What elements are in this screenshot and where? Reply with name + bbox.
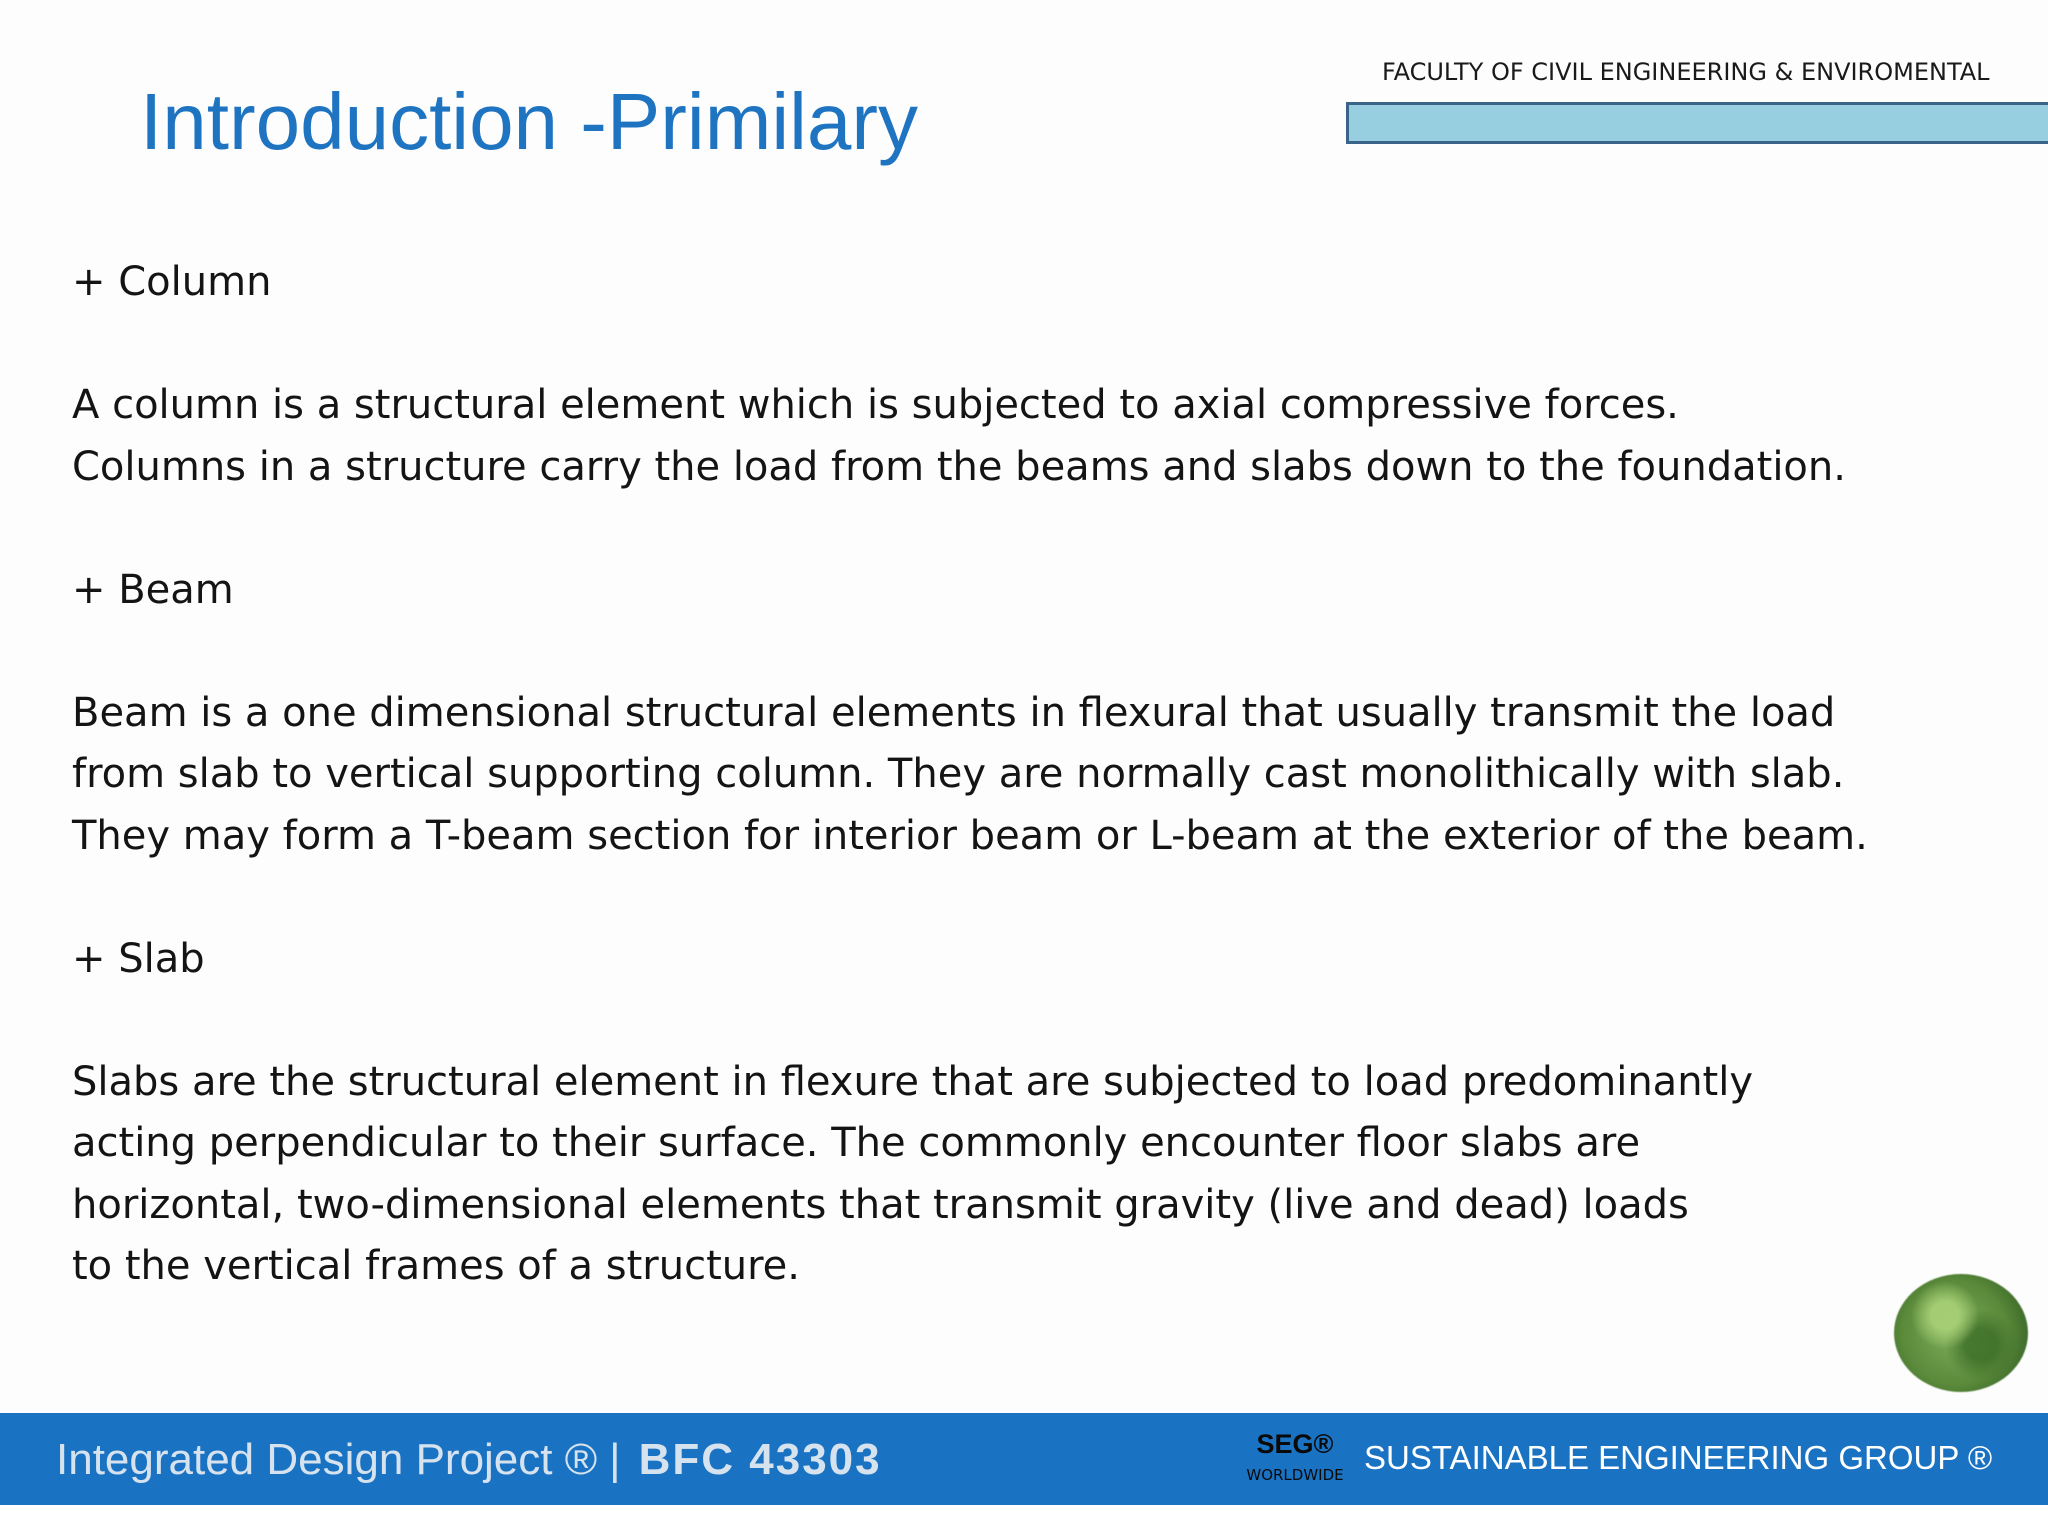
slab-text-line: horizontal, two-dimensional elements that transmit gravity (live and dead) loads bbox=[72, 1181, 1689, 1228]
beam-heading: + Beam bbox=[72, 566, 234, 613]
seg-logo bbox=[1240, 1431, 1350, 1484]
spacer bbox=[72, 621, 2012, 683]
slab-text-line: to the vertical frames of a structure. bbox=[72, 1243, 800, 1289]
spacer bbox=[72, 314, 2012, 376]
seg-logo-subtext: WORLDWIDE bbox=[1246, 1466, 1344, 1484]
slab-text-line: acting perpendicular to their surface. The commonly encounter floor slabs are bbox=[72, 1120, 1641, 1166]
footer-title bbox=[56, 1435, 882, 1485]
spacer bbox=[72, 990, 2012, 1052]
column-text-line: A column is a structural element which is subjected to axial compressive forces. bbox=[72, 382, 1679, 428]
spacer bbox=[72, 867, 2012, 929]
footer-separator: | bbox=[609, 1435, 621, 1484]
beam-text-line: from slab to vertical supporting column. They are normally cast monolithically with slab. bbox=[72, 751, 1845, 797]
slide-body bbox=[72, 252, 2012, 1298]
footer-bar bbox=[0, 1413, 2048, 1505]
column-text-line: Columns in a structure carry the load from the beams and slabs down to the foundation. bbox=[72, 443, 1846, 490]
faculty-label: FACULTY OF CIVIL ENGINEERING & ENVIROMENTAL bbox=[1382, 58, 1990, 86]
bottom-strip bbox=[0, 1505, 2048, 1536]
column-heading: + Column bbox=[72, 259, 272, 305]
group-name: SUSTAINABLE ENGINEERING GROUP ® bbox=[1364, 1439, 1993, 1476]
globe-logo-icon bbox=[1894, 1274, 2028, 1392]
seg-logo-text: SEG® bbox=[1256, 1429, 1334, 1459]
page-title: Introduction -Primilary bbox=[140, 77, 919, 166]
faculty-bar bbox=[1346, 102, 2048, 144]
slab-text-line: Slabs are the structural element in flexure that are subjected to load predominantly bbox=[72, 1058, 1754, 1105]
spacer bbox=[72, 498, 2012, 560]
slab-heading: + Slab bbox=[72, 935, 205, 982]
project-name: Integrated Design Project ® bbox=[56, 1435, 598, 1484]
beam-text-line: Beam is a one dimensional structural elements in flexural that usually transmit the load bbox=[72, 689, 1836, 736]
course-code: BFC 43303 bbox=[638, 1435, 882, 1484]
beam-text-line: They may form a T-beam section for interior beam or L-beam at the exterior of the beam. bbox=[72, 812, 1868, 859]
